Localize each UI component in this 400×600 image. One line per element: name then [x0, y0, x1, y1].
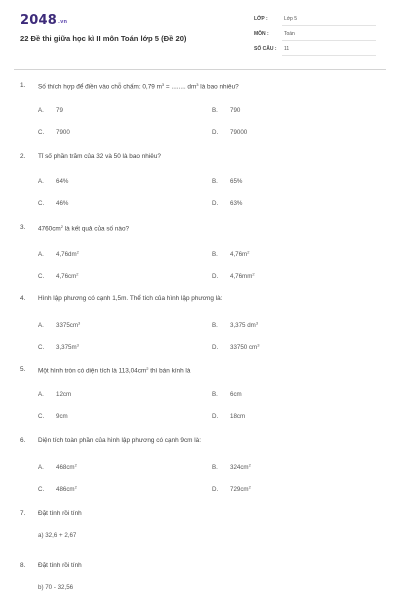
- option-letter: D.: [212, 343, 219, 351]
- option-a[interactable]: [38, 320, 80, 329]
- exam-header: [0, 0, 400, 64]
- option-a[interactable]: [38, 178, 68, 185]
- option-text: 65%: [230, 178, 243, 185]
- option-text: 79000: [230, 129, 248, 136]
- meta-subject-label: MÔN :: [254, 31, 269, 37]
- option-a[interactable]: [38, 462, 77, 471]
- meta-subject-value: Toán: [284, 31, 295, 37]
- question-text: Tỉ số phần trăm của 32 và 50 là bao nhiêu?: [38, 153, 161, 160]
- option-text: 9cm: [56, 413, 68, 420]
- option-d[interactable]: [212, 342, 259, 351]
- option-d[interactable]: [212, 129, 247, 136]
- question-number: 4.: [20, 295, 26, 302]
- option-letter: A.: [38, 463, 44, 471]
- option-d[interactable]: [212, 484, 251, 493]
- option-b[interactable]: [212, 107, 240, 114]
- option-text: $4,76dm^2$: [56, 249, 79, 258]
- meta-divider: [282, 40, 376, 41]
- option-letter: C.: [38, 343, 45, 351]
- question-number: 6.: [20, 437, 26, 444]
- option-c[interactable]: [38, 271, 79, 280]
- option-letter: D.: [212, 129, 219, 136]
- option-letter: C.: [38, 200, 45, 207]
- meta-class-label: LỚP :: [254, 16, 268, 22]
- question-number: 7.: [20, 510, 26, 517]
- option-b[interactable]: [212, 320, 258, 329]
- option-text: 63%: [230, 200, 243, 207]
- question-text: Hình lập phương có cạnh 1,5m. Thể tích của hình lập phương là:: [38, 295, 223, 302]
- option-a[interactable]: [38, 391, 71, 398]
- option-text: 46%: [56, 200, 69, 207]
- question-number: 2.: [20, 153, 26, 160]
- question-text: Đặt tính rồi tính: [38, 562, 82, 569]
- option-d[interactable]: [212, 413, 245, 420]
- site-logo[interactable]: $2048^{.vn}$: [20, 13, 68, 28]
- answer-prompt: b) 70 - 32,56: [38, 584, 74, 591]
- option-letter: B.: [212, 178, 218, 185]
- option-text: 64%: [56, 178, 69, 185]
- option-d[interactable]: [212, 200, 242, 207]
- option-letter: B.: [212, 321, 218, 329]
- question-number: 5.: [20, 366, 26, 373]
- question-text: Đặt tính rồi tính: [38, 510, 82, 517]
- meta-divider: [282, 55, 376, 56]
- option-b[interactable]: [212, 391, 242, 398]
- question-text: Diện tích toàn phần của hình lập phương có cạnh 9cm là:: [38, 437, 202, 444]
- option-text: $729cm^2$: [230, 484, 251, 493]
- option-text: 6cm: [230, 391, 242, 398]
- option-text: $3375cm^3$: [56, 320, 81, 329]
- question-text: Số thích hợp để điền vào chỗ chấm: 0,79 $m^3$ = ........ $dm^3$ là bao nhiêu?: [38, 82, 239, 91]
- option-letter: D.: [212, 413, 219, 420]
- question-number: 3.: [20, 224, 26, 231]
- option-text: 7900: [56, 129, 70, 136]
- option-a[interactable]: [38, 107, 63, 114]
- option-d[interactable]: [212, 271, 255, 280]
- option-text: 79: [56, 107, 63, 114]
- meta-count-label: SỐ CÂU :: [254, 46, 277, 52]
- option-letter: C.: [38, 272, 45, 280]
- option-letter: A.: [38, 178, 44, 185]
- option-text: 33750 $cm^3$: [230, 342, 260, 351]
- option-letter: B.: [212, 463, 218, 471]
- option-letter: B.: [212, 107, 218, 114]
- meta-count-value: 11: [284, 46, 290, 52]
- question-text: Một hình tròn có diện tích là $113,04cm^2$ thì bán kính là: [38, 366, 191, 375]
- option-b[interactable]: [212, 249, 249, 258]
- option-text: $4,76cm^2$: [56, 271, 79, 280]
- option-letter: A.: [38, 321, 44, 329]
- option-text: $3,375m^3$: [56, 342, 79, 351]
- option-text: 3,375 $dm^3$: [230, 320, 259, 329]
- option-b[interactable]: [212, 462, 251, 471]
- option-c[interactable]: [38, 484, 77, 493]
- option-letter: B.: [212, 250, 218, 258]
- option-letter: C.: [38, 413, 45, 420]
- option-letter: A.: [38, 250, 44, 258]
- option-a[interactable]: [38, 249, 79, 258]
- option-c[interactable]: [38, 129, 70, 136]
- option-letter: D.: [212, 485, 219, 493]
- header-divider: [14, 69, 386, 70]
- meta-divider: [282, 25, 376, 26]
- option-text: 12cm: [56, 391, 72, 398]
- question-number: 8.: [20, 562, 26, 569]
- option-text: $468cm^2$: [56, 462, 77, 471]
- question-text: $4760cm^2$ là kết quả của số nào?: [38, 224, 130, 233]
- option-text: $324cm^2$: [230, 462, 251, 471]
- option-letter: A.: [38, 107, 44, 114]
- option-b[interactable]: [212, 178, 242, 185]
- option-letter: A.: [38, 391, 44, 398]
- option-text: $486cm^2$: [56, 484, 77, 493]
- question-number: 1.: [20, 82, 26, 89]
- option-c[interactable]: [38, 200, 68, 207]
- option-text: 18cm: [230, 413, 246, 420]
- option-letter: C.: [38, 485, 45, 493]
- option-text: $4,76m^2$: [230, 249, 250, 258]
- option-letter: D.: [212, 272, 219, 280]
- option-letter: C.: [38, 129, 45, 136]
- option-letter: B.: [212, 391, 218, 398]
- exam-title: 22 Đề thi giữa học kì II môn Toán lớp 5 (Đề 20): [20, 34, 187, 43]
- option-c[interactable]: [38, 342, 79, 351]
- meta-class-value: Lớp 5: [284, 16, 298, 22]
- option-letter: D.: [212, 200, 219, 207]
- answer-prompt: a) 32,6 + 2,67: [38, 532, 77, 539]
- option-text: $4,76mm^2$: [230, 271, 255, 280]
- option-c[interactable]: [38, 413, 68, 420]
- option-text: 790: [230, 107, 241, 114]
